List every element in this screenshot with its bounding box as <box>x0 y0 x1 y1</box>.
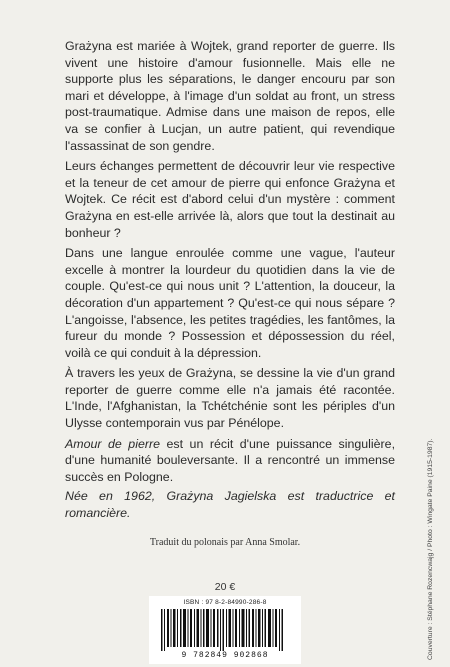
isbn-number: ISBN : 97 8-2-84990-286-8 <box>183 599 267 606</box>
cover-credits: Couverture : Stéphane Rozencwajg / Photo : Wingate Paine (1915-1987). <box>427 438 434 660</box>
description-paragraph-3: Dans une langue enroulée comme une vague, l'auteur excelle à montrer la lourdeur du quotidien dans la vie de couple. Qu'est-ce qui nous unit ? L'attention, la douceur, la décoration d'un appartement ? Qu'est-ce qui nous sépare ? L'angoisse, l'absence, les petites tragédies, les fantômes, la fureur du monde ? Possession et dépossession du réel, voilà ce qui conduit à la dépression. <box>65 246 395 360</box>
description-paragraph-5-text: est un récit d'une puissance singulière, d'une humanité bouleversante. Il a rencontré un immense succès en Pologne. <box>65 436 396 484</box>
book-title-inline: Amour de pierre <box>65 436 160 451</box>
author-bio: Née en 1962, Grażyna Jagielska est traductrice et romancière. <box>65 489 395 520</box>
barcode-block <box>149 596 301 664</box>
translator-credit: Traduit du polonais par Anna Smolar. <box>149 537 301 548</box>
description-paragraph-5 <box>65 436 395 486</box>
price: 20 € <box>214 581 236 593</box>
description-paragraph-2: Leurs échanges permettent de découvrir leur vie respective et la teneur de cet amour de pierre qui enfonce Grażyna et Wojtek. Ce récit est d'abord celui d'un mystère : comment Grażyna en est-elle arrivée là, alors que tout la destinait au bonheur ? <box>65 159 395 240</box>
description-paragraph-1: Grażyna est mariée à Wojtek, grand reporter de guerre. Ils vivent une histoire d'amour fusionnelle. Mais elle ne supporte plus les séparations, le danger encouru par son mari et développe, à l'image d'un soldat au front, un stress post-traumatique. Admise dans une maison de repos, elle va se confier à Lucjan, un autre patient, qui revendique l'assassinat de son gendre. <box>65 39 395 153</box>
barcode-digits: 9 782849 902868 <box>181 651 269 660</box>
book-description <box>65 38 395 489</box>
barcode-icon <box>157 609 293 651</box>
description-paragraph-4: À travers les yeux de Grażyna, se dessine la vie d'un grand reporter de guerre comme elle n'a jamais été racontée. L'Inde, l'Afghanistan, la Tchétchénie sont les périples d'un Ulysse contemporain vus par Pénélope. <box>65 366 395 431</box>
